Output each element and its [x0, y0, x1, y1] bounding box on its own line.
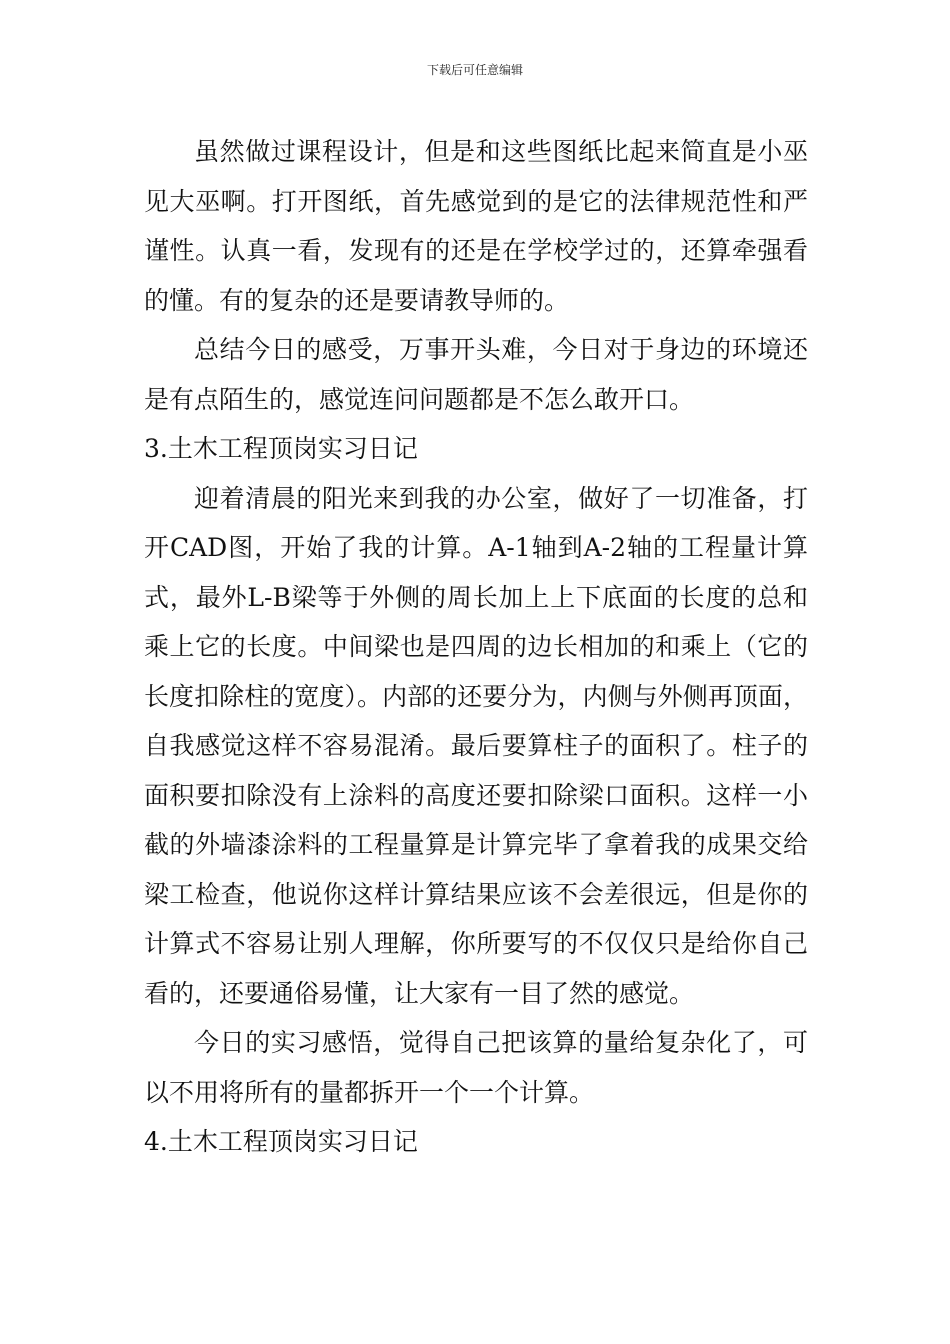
paragraph-blueprint-review: 虽然做过课程设计，但是和这些图纸比起来简直是小巫见大巫啊。打开图纸，首先感觉到的是它的法律规范性和严谨性。认真一看，发现有的还是在学校学过的，还算牵强看的懂。有的复杂的还是要请教导师的。: [144, 137, 808, 315]
document-body: [144, 127, 808, 1167]
section-heading-4: 4.土木工程顶岗实习日记: [144, 1127, 418, 1156]
paragraph-internship-reflection: 今日的实习感悟，觉得自己把该算的量给复杂化了，可以不用将所有的量都拆开一个一个计算。: [144, 1028, 808, 1107]
paragraph-cad-calculation: 迎着清晨的阳光来到我的办公室，做好了一切准备，打开CAD图，开始了我的计算。A-1轴到A-2轴的工程量计算式，最外L-B梁等于外侧的周长加上上下底面的长度的总和乘上它的长度。中间梁也是四周的边长相加的和乘上（它的长度扣除柱的宽度）。内部的还要分为，内侧与外侧再顶面，自我感觉这样不容易混淆。最后要算柱子的面积了。柱子的面积要扣除没有上涂料的高度还要扣除梁口面积。这样一小截的外墙漆涂料的工程量算是计算完毕了拿着我的成果交给梁工检查，他说你这样计算结果应该不会差很远，但是你的计算式不容易让别人理解，你所要写的不仅仅只是给你自己看的，还要通俗易懂，让大家有一目了然的感觉。: [144, 483, 808, 1008]
section-heading-3: 3.土木工程顶岗实习日记: [144, 434, 418, 463]
page-header: 下载后可任意编辑: [426, 63, 523, 77]
paragraph-day-summary: 总结今日的感受，万事开头难，今日对于身边的环境还是有点陌生的，感觉连问问题都是不怎么敢开口。: [144, 335, 808, 414]
